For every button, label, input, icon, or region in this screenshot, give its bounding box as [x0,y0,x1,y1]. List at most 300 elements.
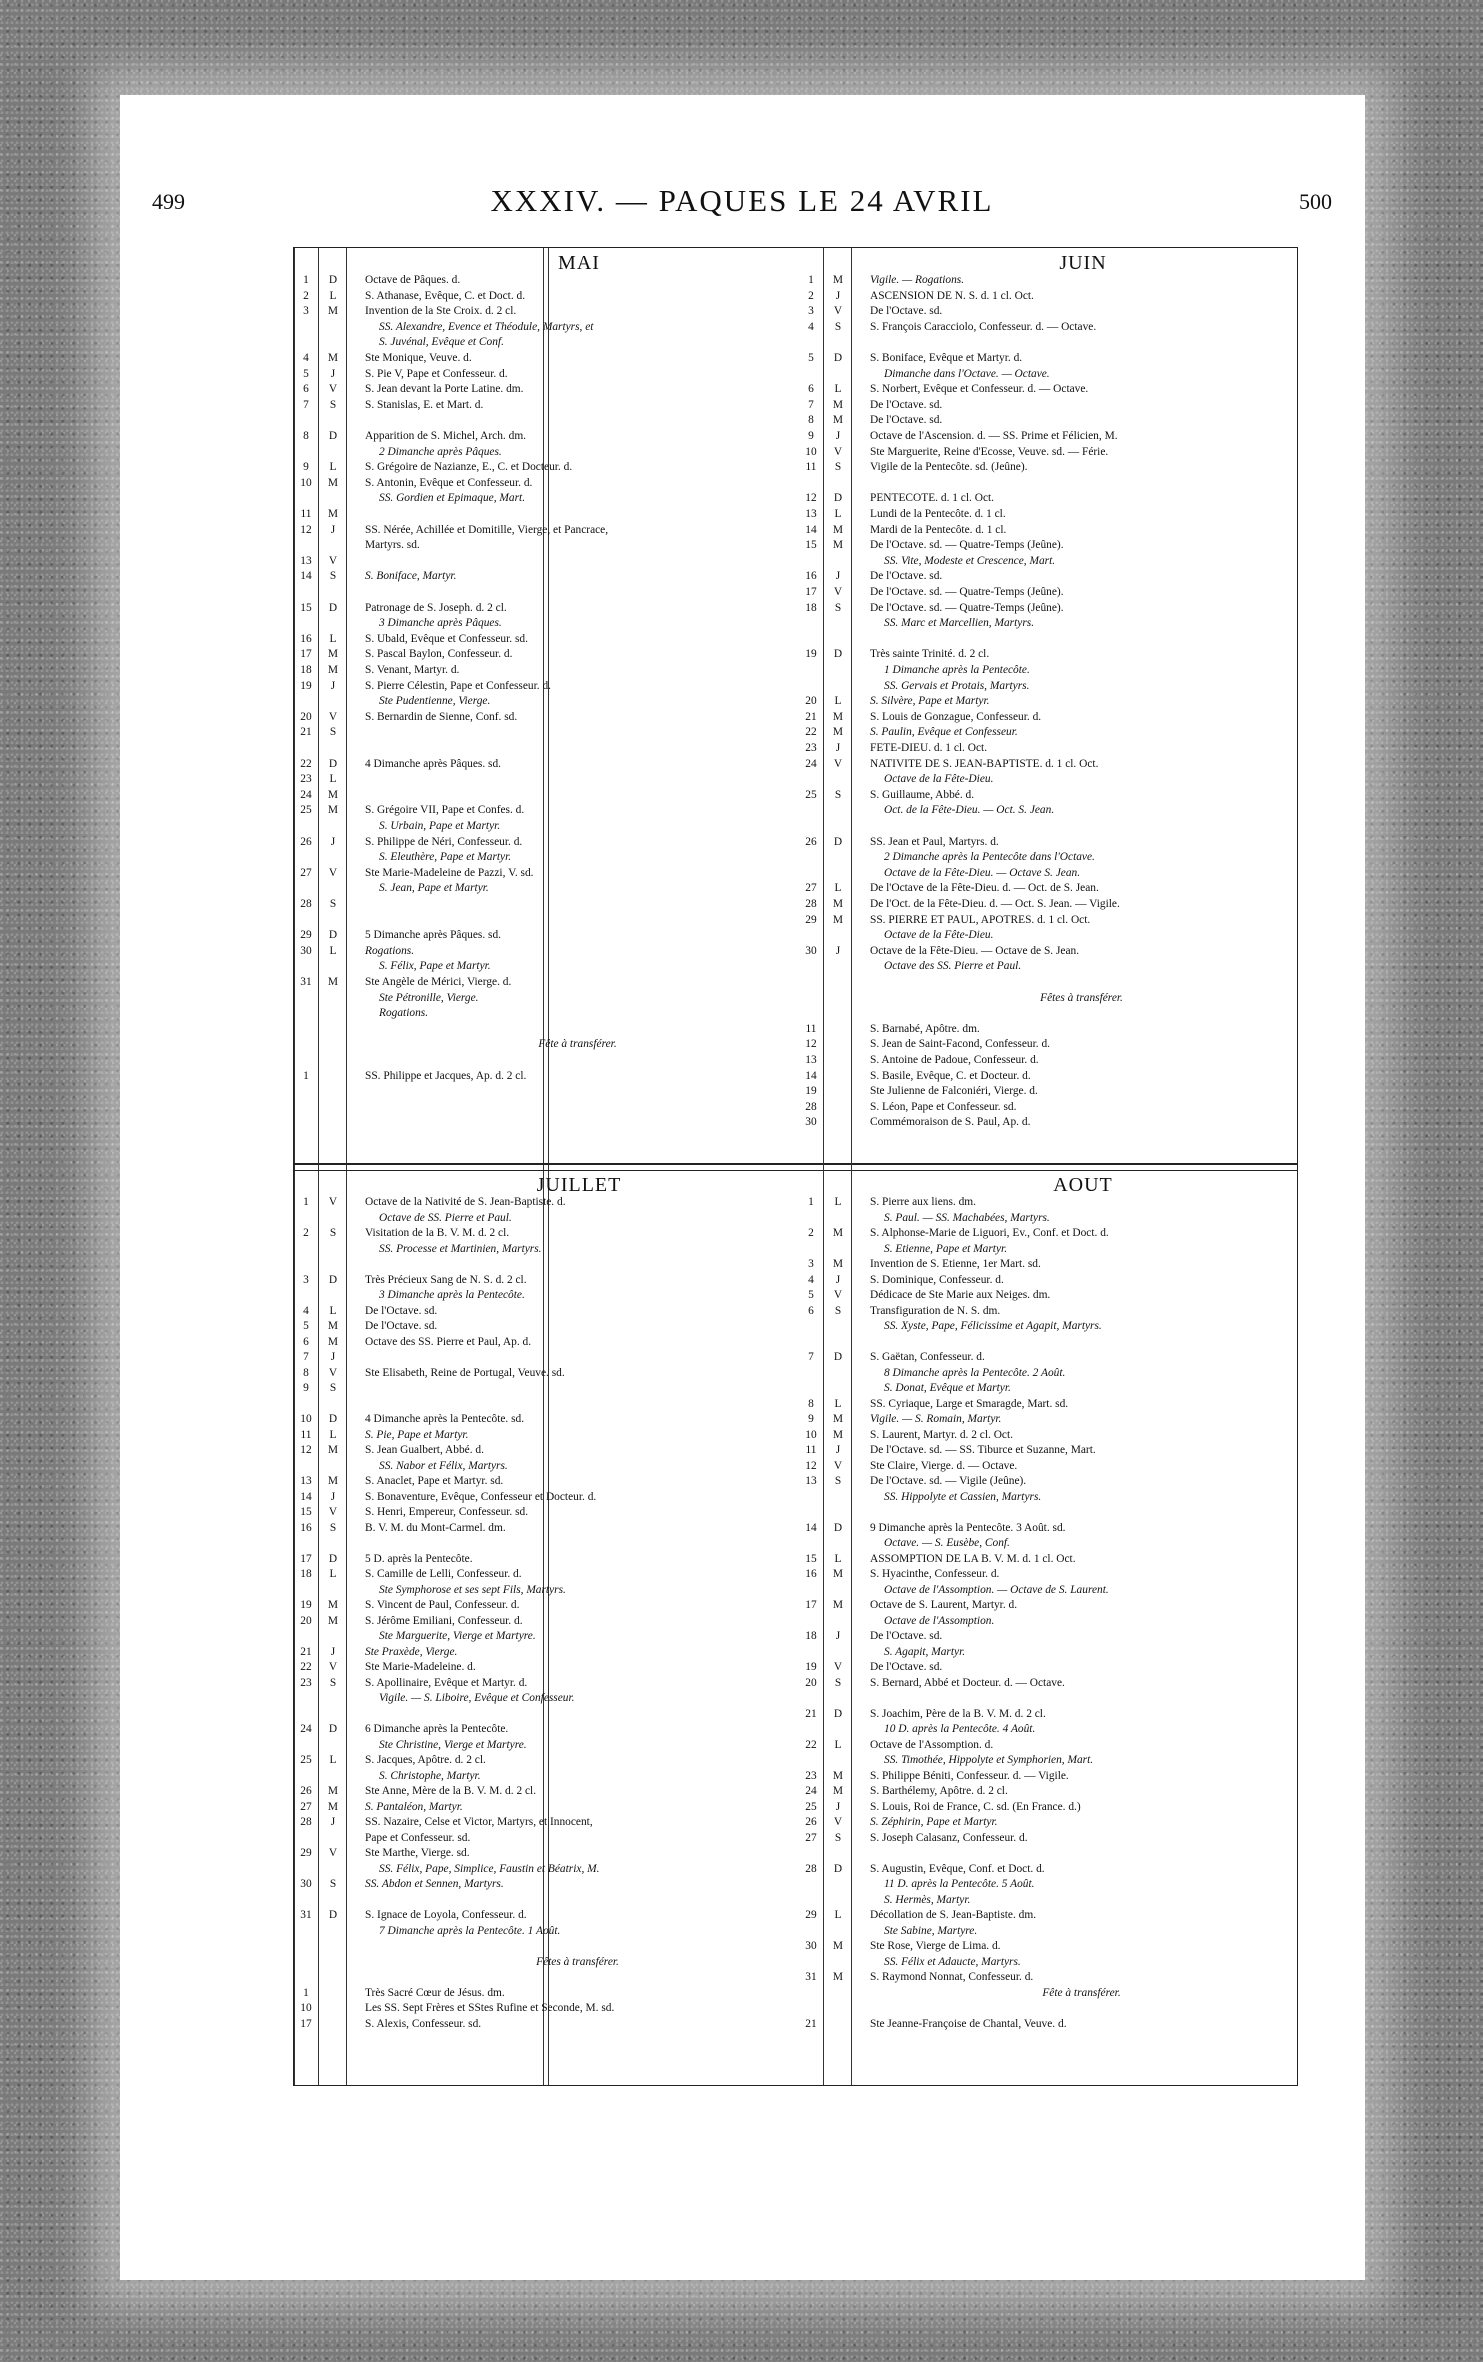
day-number: 22 [805,1738,817,1751]
feast-entry: 1 Dimanche après la Pentecôte. [884,665,1030,676]
feast-entry: Ste Jeanne-Françoise de Chantal, Veuve. d. [870,2018,1067,2030]
day-number: 13 [805,1475,817,1487]
day-number: 5 [808,1289,814,1301]
weekday-letter: L [834,1909,842,1921]
feast-entry: SS. Gervais et Protais, Martyrs. [884,680,1030,692]
day-number: 18 [805,601,817,614]
calendar-row [799,384,1297,395]
calendar-row [294,1290,794,1301]
calendar-row [294,1740,794,1751]
calendar-row [799,353,1297,364]
column-rule [823,248,824,2085]
month-juin [799,248,1297,1163]
calendar-row [799,1259,1297,1270]
weekday-letter: D [328,601,338,614]
weekday-letter: D [833,835,843,848]
day-number: 4 [303,1304,309,1317]
weekday-letter: D [833,1707,843,1720]
weekday-letter: M [327,664,339,676]
weekday-letter: S [329,1878,337,1890]
calendar-row [294,1228,794,1239]
weekday-letter: L [834,1738,842,1751]
day-number: 9 [808,1413,814,1425]
calendar-row [799,634,1297,645]
feast-entry: Octave de SS. Pierre et Paul. [379,1212,512,1224]
feast-entry: Ste Élisabeth, Reine de Portugal, Veuve. sd. [365,1367,565,1379]
day-number: 19 [300,679,312,692]
weekday-letter: D [833,1521,843,1534]
feast-entry: S. Venant, Martyr. d. [365,665,460,676]
feast-entry: S. Jérôme Émiliani, Confesseur. d. [365,1615,523,1627]
weekday-letter: S [329,1227,337,1239]
calendar-row [294,1957,794,1968]
calendar-row [294,899,794,910]
calendar-row [294,821,794,832]
weekday-letter: J [330,835,336,848]
weekday-letter: V [833,445,843,458]
day-number: 13 [300,1475,312,1487]
feast-entry: De l'Octave. sd. — Quatre-Temps (Jeûne). [870,587,1064,598]
feast-entry: 7 Dimanche après la Pentecôte. 1 Août. [379,1925,561,1937]
weekday-letter: M [832,414,844,427]
feast-entry: Octave de l'Assomption. [884,1615,995,1627]
feast-entry: S. Léon, Pape et Confesseur. sd. [870,1101,1017,1113]
feast-entry: S. Juvénal, Évêque et Conf. [379,337,504,349]
feast-entry: Vigile. — Rogations. [870,275,965,286]
calendar-row [294,883,794,894]
weekday-letter: M [832,1785,844,1797]
weekday-letter: D [328,1723,338,1735]
feast-entry: Ste Rose, Vierge de Lima. d. [870,1941,1001,1952]
feast-entry: Lundi de la Pentecôte. d. 1 cl. [870,509,1006,520]
day-number: 28 [300,898,312,910]
day-number: 20 [805,1676,817,1689]
calendar-row [294,696,794,707]
day-number: 23 [300,1676,312,1689]
calendar-row [799,1492,1297,1503]
feast-entry: Octave de Pâques. d. [365,275,461,286]
feast-entry: SS. Nérée, Achillée et Domitille, Vierge, et Pancrace, [365,524,609,536]
feast-entry: SS. Jean et Paul, Martyrs. d. [870,836,999,848]
weekday-letter: L [329,773,337,786]
day-number: 6 [808,383,814,396]
day-number: 22 [805,726,817,739]
feast-entry: S. Félix, Pape et Martyr. [379,961,491,973]
weekday-letter: S [834,1676,842,1689]
day-number: 28 [805,898,817,910]
weekday-letter: S [329,1676,337,1689]
calendar-row [799,821,1297,832]
weekday-letter: L [834,383,842,396]
calendar-row [799,415,1297,426]
calendar-row [294,868,794,879]
calendar-row [799,1461,1297,1472]
feast-entry: Patronage de S. Joseph. d. 2 cl. [365,602,507,614]
day-number: 18 [300,664,312,676]
feast-entry: De l'Octave. sd. — SS. Tiburce et Suzanne, Mart. [870,1445,1096,1456]
feast-entry: Octave de S. Laurent, Martyr. d. [870,1600,1018,1611]
calendar-row [799,1213,1297,1224]
weekday-letter: J [835,1444,841,1456]
day-number: 12 [805,1038,817,1051]
calendar-row [799,587,1297,598]
calendar-row [799,1024,1297,1035]
feast-entry: S. Ignace de Loyola, Confesseur. d. [365,1910,527,1921]
feast-entry: S. Bernardin de Sienne, Conf. sd. [365,711,518,723]
feast-entry: ASCENSION DE N. S. d. 1 cl. Oct. [870,290,1034,302]
feast-entry: 10 D. après la Pentecôte. 4 Août. [884,1724,1036,1735]
month-heading: JUIN [1059,252,1107,274]
day-number: 23 [300,773,312,786]
calendar-row [294,462,794,473]
feast-entry: Octave de la Fête-Dieu. [884,930,994,942]
calendar-row [294,306,794,317]
calendar-row [799,1786,1297,1797]
calendar-row [799,961,1297,972]
weekday-letter: L [329,1304,337,1317]
calendar-row [294,977,794,988]
feast-entry: SS. Vite, Modeste et Crescence, Mart. [884,555,1056,567]
day-number: 13 [300,554,312,567]
day-number: 13 [805,508,817,520]
feast-entry: S. Agapit, Martyr. [884,1646,966,1658]
month-mai [294,248,794,1163]
day-number: 3 [303,305,309,318]
feast-entry: Oct. de la Fête-Dieu. — Oct. S. Jean. [884,805,1055,817]
calendar-row [294,1771,794,1782]
feast-entry: FÊTE-DIEU. d. 1 cl. Oct. [870,743,988,754]
day-number: 24 [805,757,817,770]
day-number: 6 [808,1304,814,1317]
day-number: 10 [805,445,817,458]
feast-entry: De l'Octave. sd. — Quatre-Temps (Jeûne). [870,602,1064,614]
calendar-row [799,993,1297,1004]
feast-entry: Octave des SS. Pierre et Paul. [884,961,1022,973]
calendar-row [799,1972,1297,1983]
day-number: 1 [303,1196,309,1208]
feast-entry: De l'Octave. sd. [870,571,943,583]
day-number: 17 [300,2017,312,2030]
calendar-row [799,1383,1297,1394]
feast-entry: S. Paulin, Évêque et Confesseur. [870,727,1018,739]
calendar-row [799,1290,1297,1301]
feast-entry: Ste Praxède, Vierge. [365,1646,458,1658]
weekday-letter: M [327,1444,339,1456]
weekday-letter: V [833,1816,843,1828]
day-number: 11 [300,1428,312,1441]
calendar-row [799,759,1297,770]
feast-entry: S. Joseph Calasanz, Confesseur. d. [870,1832,1028,1844]
weekday-letter: V [328,1506,338,1518]
day-number: 1 [808,1196,814,1208]
weekday-letter: D [833,492,843,505]
calendar-row [294,649,794,660]
weekday-letter: S [329,898,337,910]
feast-entry: SS. PIERRE ET PAUL, APOTRES. d. 1 cl. Oct. [870,914,1091,926]
weekday-letter: D [328,1552,338,1565]
calendar-row [294,2019,794,2030]
day-number: 6 [303,1335,309,1348]
feast-entry: Rogations. [365,945,415,957]
day-number: 21 [805,1707,817,1720]
calendar-row [799,915,1297,926]
calendar-row [294,1071,794,1082]
day-number: 9 [303,461,309,474]
day-number: 22 [300,1661,312,1673]
weekday-letter: V [328,1847,338,1859]
feast-entry: Fête à transférer. [1042,1987,1121,1999]
calendar-row [799,1600,1297,1611]
day-number: 24 [300,788,312,801]
calendar-row [294,1864,794,1875]
day-number: 17 [300,648,312,661]
weekday-letter: D [328,274,338,286]
weekday-letter: S [329,726,337,739]
calendar-row [294,1008,794,1019]
calendar-row [799,1926,1297,1937]
calendar-row [799,665,1297,676]
calendar-row [294,618,794,629]
feast-entry: S. Jacques, Apôtre. d. 2 cl. [365,1755,486,1766]
feast-entry: Ste Christine, Vierge et Martyre. [379,1739,527,1751]
calendar-row [799,1724,1297,1735]
feast-entry: S. Bernard, Abbé et Docteur. d. — Octave. [870,1677,1065,1689]
day-number: 18 [805,1630,817,1642]
calendar-row [294,1337,794,1348]
calendar-row [799,1538,1297,1549]
calendar-row [294,291,794,302]
feast-entry: SS. Nazaire, Celse et Victor, Martyrs, et Innocent, [365,1817,593,1828]
calendar-row [799,2019,1297,2030]
weekday-letter: L [834,695,842,708]
weekday-letter: J [330,1645,336,1658]
feast-entry: Ste Marthe, Vierge. sd. [365,1848,470,1859]
feast-entry: 3 Dimanche après Pâques. [379,618,502,630]
feast-entry: Très Sacré Cœur de Jésus. dm. [365,1987,505,1999]
weekday-letter: L [834,1196,842,1208]
weekday-letter: V [328,554,338,567]
calendar-row [799,1879,1297,1890]
day-number: 16 [300,1521,312,1534]
feast-entry: S. Louis de Gonzague, Confesseur. d. [870,711,1042,723]
month-aout [799,1168,1297,2085]
calendar-row [799,681,1297,692]
day-number: 27 [805,1831,817,1844]
day-number: 2 [808,1227,814,1239]
feast-entry: SS. Nabor et Félix, Martyrs. [379,1460,508,1472]
day-number: 19 [805,1085,817,1098]
calendar-row [799,837,1297,848]
day-number: 21 [805,2017,817,2030]
day-number: 30 [300,1878,312,1890]
weekday-letter: V [833,1459,843,1472]
calendar-row [294,1616,794,1627]
calendar-row [294,587,794,598]
calendar-row [294,275,794,286]
weekday-letter: D [328,757,338,770]
feast-entry: SS. Xyste, Pape, Félicissime et Agapit, Martyrs. [884,1321,1102,1332]
weekday-letter: J [330,523,336,536]
day-number: 26 [805,1816,817,1828]
feast-entry: De l'Octave. sd. — Vigile (Jeûne). [870,1476,1027,1487]
weekday-letter: M [832,898,844,910]
calendar-row [294,1321,794,1332]
feast-entry: S. Pascal Baylon, Confesseur. d. [365,649,513,661]
day-number: 3 [808,1258,814,1270]
calendar-row [294,1647,794,1658]
feast-entry: Ste Marie-Madeleine de Pazzi, V. sd. [365,867,534,879]
weekday-letter: S [834,601,842,614]
calendar-row [799,2003,1297,2014]
day-number: 10 [805,1428,817,1441]
day-number: 8 [808,414,814,427]
feast-entry: S. Gaëtan, Confesseur. d. [870,1352,985,1363]
day-number: 14 [805,1521,817,1534]
feast-entry: S. Pierre Célestin, Pape et Confesseur. d. [365,680,552,692]
day-number: 18 [300,1568,312,1580]
weekday-letter: J [835,1800,841,1813]
calendar-row [799,743,1297,754]
calendar-row [799,977,1297,988]
calendar-row [294,1972,794,1983]
weekday-letter: M [327,476,339,489]
feast-entry: Invention de la Ste Croix. d. 2 cl. [365,306,517,318]
day-number: 8 [303,430,309,442]
calendar-row [294,1523,794,1534]
calendar-row [294,384,794,395]
feast-entry: S. Pie, Pape et Martyr. [365,1429,469,1441]
calendar-row [799,1476,1297,1487]
feast-entry: S. Barthélemy, Apôtre. d. 2 cl. [870,1786,1008,1797]
calendar-row [294,837,794,848]
feast-entry: De l'Octave. sd. [870,306,943,318]
weekday-letter: J [835,742,841,754]
weekday-letter: J [835,430,841,442]
day-number: 1 [303,1069,309,1082]
calendar-row [294,400,794,411]
calendar-row [799,493,1297,504]
calendar-row [294,415,794,426]
day-number: 15 [805,539,817,552]
feast-entry: B. V. M. du Mont-Carmel. dm. [365,1522,506,1534]
weekday-letter: L [329,461,337,474]
calendar-row [799,1616,1297,1627]
calendar-row [294,759,794,770]
feast-entry: S. Anaclet, Pape et Martyr. sd. [365,1476,504,1487]
feast-entry: Dimanche dans l'Octave. — Octave. [884,368,1050,380]
feast-entry: Octave de la Nativité de S. Jean-Baptiste. d. [365,1197,566,1208]
calendar-row [799,1941,1297,1952]
calendar-row [799,1802,1297,1813]
weekday-letter: V [328,866,338,879]
day-number: 24 [300,1723,312,1735]
calendar-row [294,727,794,738]
day-number: 20 [300,710,312,723]
day-number: 14 [805,523,817,536]
day-number: 21 [300,726,312,739]
calendar-row [799,603,1297,614]
calendar-row [799,1507,1297,1518]
calendar-row [294,1554,794,1565]
weekday-letter: S [834,461,842,474]
calendar-row [294,556,794,567]
feast-entry: Fêtes à transférer. [536,1956,619,1968]
calendar-row [799,1197,1297,1208]
feast-entry: S. Étienne, Pape et Martyr. [884,1243,1008,1255]
weekday-letter: S [329,570,337,583]
calendar-row [799,1523,1297,1534]
weekday-letter: M [832,710,844,723]
weekday-letter: M [832,1940,844,1952]
feast-entry: Ste Symphorose et ses sept Fils, Martyrs. [379,1584,566,1596]
feast-entry: SS. Félix, Pape, Simplice, Faustin et Béatrix, M. [379,1863,600,1875]
day-number: 24 [805,1785,817,1797]
weekday-letter: J [835,570,841,583]
day-number: 21 [300,1645,312,1658]
day-number: 4 [808,320,814,333]
feast-entry: Ste Sabine, Martyre. [884,1925,978,1937]
calendar-row [799,1352,1297,1363]
weekday-letter: J [330,679,336,692]
calendar-row [294,681,794,692]
weekday-letter: M [832,1769,844,1782]
calendar-row [799,1817,1297,1828]
day-number: 13 [805,1054,817,1066]
calendar-row [799,852,1297,863]
weekday-letter: D [328,929,338,942]
feast-entry: Mardi de la Pentecôte. d. 1 cl. [870,524,1007,536]
weekday-letter: V [833,757,843,770]
day-number: 20 [300,1614,312,1627]
feast-entry: Pape et Confesseur. sd. [365,1832,471,1844]
calendar-row [799,337,1297,348]
weekday-letter: L [329,1428,337,1441]
weekday-letter: D [833,648,843,661]
feast-entry: S. Hyacinthe, Confesseur. d. [870,1569,1000,1580]
feast-entry: Octave des SS. Pierre et Paul, Ap. d. [365,1336,532,1348]
feast-entry: SS. Alexandre, Evence et Théodule, Martyrs, et [379,321,594,333]
day-number: 12 [805,492,817,505]
calendar-row [799,1585,1297,1596]
day-number: 4 [808,1273,814,1286]
feast-entry: Invention de S. Étienne, 1er Mart. sd. [870,1259,1041,1270]
calendar-row [294,322,794,333]
calendar-row [799,883,1297,894]
feast-entry: S. Athanase, Évêque, C. et Doct. d. [365,290,526,302]
day-number: 2 [303,1227,309,1239]
calendar-row [799,1771,1297,1782]
calendar-row [799,571,1297,582]
feast-entry: Fêtes à transférer. [1040,992,1123,1004]
feast-entry: SS. Marc et Marcellien, Martyrs. [884,618,1035,630]
feast-entry: Ste Claire, Vierge. d. — Octave. [870,1460,1018,1472]
day-number: 16 [300,632,312,645]
day-number: 17 [805,1599,817,1611]
weekday-letter: D [328,1413,338,1425]
feast-entry: Commémoraison de S. Paul, Ap. d. [870,1117,1031,1129]
calendar-row [294,1461,794,1472]
feast-entry: S. Raymond Nonnat, Confesseur. d. [870,1972,1034,1983]
day-number: 26 [300,835,312,848]
calendar-row [294,1662,794,1673]
calendar-row [294,1631,794,1642]
calendar-row [799,774,1297,785]
day-number: 5 [303,367,309,380]
day-number: 15 [300,601,312,614]
calendar-row [294,805,794,816]
calendar-row [294,603,794,614]
calendar-row [799,1086,1297,1097]
